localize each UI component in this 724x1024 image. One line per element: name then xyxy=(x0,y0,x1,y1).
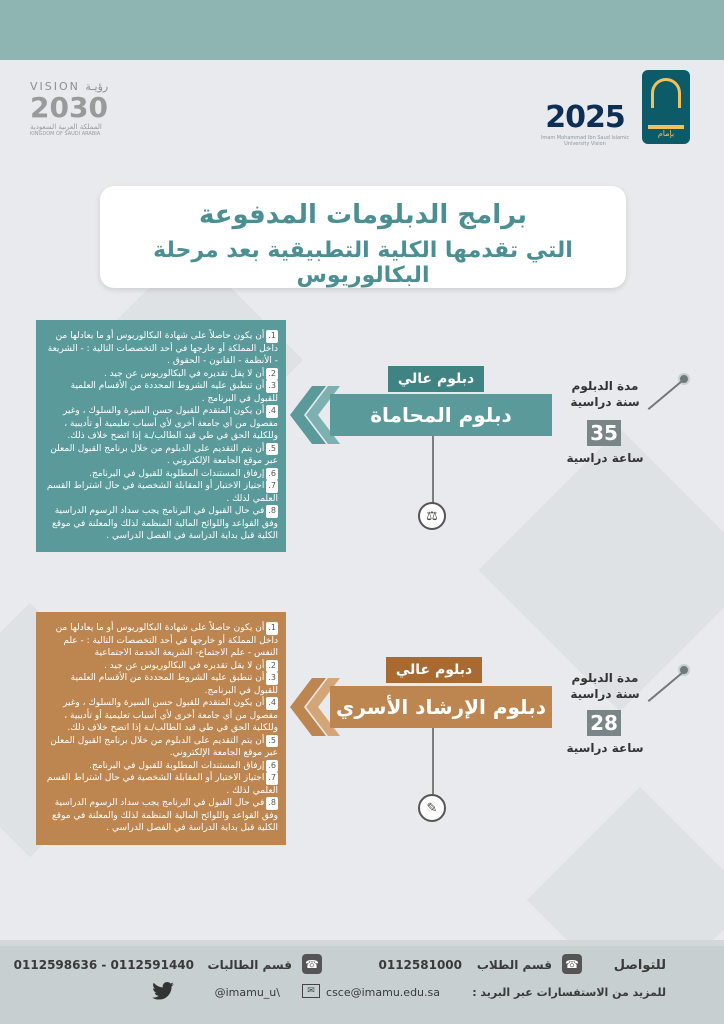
requirement-item xyxy=(44,660,278,673)
requirement-text: أن تنطبق عليه الشروط المحددة من الأقسام العلمية للقبول في البرنامج . xyxy=(70,381,278,404)
requirement-number: 6. xyxy=(266,468,278,481)
requirement-item xyxy=(44,505,278,543)
requirement-text: أن يكون حاصلاً على شهادة البكالوريوس أو ما يعادلها من داخل المملكة أو خارجها في أحد التخصصات التالية : - علم النفس - علم الاجتماع- الشريعة الخدمة الاجتماعية xyxy=(55,623,278,658)
program-tag-law: دبلوم عالي xyxy=(388,366,484,392)
hours-label-family: ساعة دراسية xyxy=(566,741,644,755)
requirement-text: اجتياز الاختبار أو المقابلة الشخصية في حال اشتراط القسم العلمي لذلك . xyxy=(46,773,278,796)
email-address[interactable]: csce@imamu.edu.sa xyxy=(326,986,440,999)
hours-label-law: ساعة دراسية xyxy=(566,451,644,465)
requirement-number: 7. xyxy=(266,772,278,785)
requirement-text: اجتياز الاختبار أو المقابلة الشخصية في حال اشتراط القسم العلمي لذلك . xyxy=(46,481,278,504)
vision-2030-logo xyxy=(30,80,122,137)
requirement-number: 7. xyxy=(266,480,278,493)
hours-family: 28 xyxy=(587,710,621,736)
requirement-number: 4. xyxy=(266,697,278,710)
requirement-text: أن لا يقل تقديره في البكالوريوس عن جيد . xyxy=(103,368,265,379)
email-icon: ✉ xyxy=(302,984,320,998)
requirement-text: في حال القبول في البرنامج يجب سداد الرسوم الدراسية وفق القواعد واللوائح المالية المنظمة لذلك والمعلنة في موقع الكلية قبل بداية الدراسة في الفصل الدراسي . xyxy=(52,798,278,833)
vision-en: VISION xyxy=(30,80,80,93)
program-name-law: دبلوم المحاماة xyxy=(330,394,552,436)
requirements-list-family xyxy=(36,612,286,845)
year-2025-caption: Imam Mohammad Ibn Saud Islamic University Vision xyxy=(540,135,630,147)
year-2025: 2025 xyxy=(545,100,625,135)
hours-law: 35 xyxy=(587,420,621,446)
requirement-item xyxy=(44,622,278,660)
vision-2025-logo xyxy=(540,100,630,147)
requirement-item xyxy=(44,480,278,505)
duration-label-family: مدة الدبلوم xyxy=(571,671,639,685)
requirement-item xyxy=(44,735,278,760)
requirement-text: أن لا يقل تقديره في البكالوريوس عن جيد . xyxy=(103,660,265,671)
top-banner xyxy=(0,0,724,60)
page-title: برامج الدبلومات المدفوعة xyxy=(198,200,528,230)
scales-icon: ⚖ xyxy=(418,502,446,530)
requirement-item xyxy=(44,368,278,381)
dome-icon xyxy=(651,78,681,108)
vision-country-en: KINGDOM OF SAUDI ARABIA xyxy=(30,131,101,137)
requirement-text: إرفاق المستندات المطلوبة للقبول في البرنامج. xyxy=(89,760,265,771)
requirement-text: أن يتم التقديم على الدبلوم من خلال برنامج القبول المعلن عبر موقع الجامعة الإلكتروني . xyxy=(50,443,278,466)
requirement-number: 8. xyxy=(266,505,278,518)
requirement-text: في حال القبول في البرنامج يجب سداد الرسوم الدراسية وفق القواعد واللوائح المالية المنظمة لذلك والمعلنة في موقع الكلية قبل بداية الدراسة في الفصل الدراسي . xyxy=(52,506,278,541)
requirement-item xyxy=(44,797,278,835)
requirement-item xyxy=(44,697,278,735)
duration-value-law: سنة دراسية xyxy=(570,395,640,409)
requirement-item xyxy=(44,772,278,797)
requirement-number: 4. xyxy=(266,405,278,418)
requirement-text: أن يتم التقديم على الدبلوم من خلال برنامج القبول المعلن عبر موقع الجامعة الإلكتروني. xyxy=(50,735,278,758)
female-dept-label: قسم الطالبات xyxy=(207,958,292,972)
requirement-text: أن يكون حاصلاً على شهادة البكالوريوس أو ما يعادلها من داخل المملكة أو خارجها في أحد التخصصات التالية : - الشريعة - الأنظمة - القانون - الحقوق . xyxy=(47,331,278,366)
vision-country-ar: المملكة العربية السعودية xyxy=(30,123,102,131)
requirement-number: 3. xyxy=(266,380,278,393)
requirement-item xyxy=(44,443,278,468)
university-logo-text: بإمام xyxy=(657,129,675,138)
twitter-handle[interactable]: @imamu_u\ xyxy=(214,986,280,999)
requirement-text: أن تنطبق عليه الشروط المحددة من الأقسام العلمية للقبول في البرنامج. xyxy=(70,673,278,696)
phone-icon: ☎ xyxy=(562,954,582,974)
requirement-item xyxy=(44,330,278,368)
requirement-number: 2. xyxy=(266,368,278,381)
title-card xyxy=(100,186,626,288)
requirement-item xyxy=(44,380,278,405)
male-dept-label: قسم الطلاب xyxy=(476,958,552,972)
requirement-number: 5. xyxy=(266,443,278,456)
requirement-item xyxy=(44,760,278,773)
requirement-number: 8. xyxy=(266,797,278,810)
requirements-list-law xyxy=(36,320,286,552)
requirement-text: إرفاق المستندات المطلوبة للقبول في البرنامج. xyxy=(89,468,265,479)
twitter-icon[interactable] xyxy=(152,982,174,1000)
contact-label: للتواصل xyxy=(613,958,666,973)
university-logo xyxy=(642,70,690,144)
male-phone[interactable]: 0112581000 xyxy=(378,958,462,972)
phone-icon: ☎ xyxy=(302,954,322,974)
program-tag-family: دبلوم عالي xyxy=(386,657,482,683)
requirement-item xyxy=(44,405,278,443)
requirement-number: 6. xyxy=(266,760,278,773)
email-label: للمزيد من الاستفسارات عبر البريد : xyxy=(472,986,666,999)
requirement-text: أن يكون المتقدم للقبول حسن السيرة والسلوك ، وغير مفصول من أي جامعة أخرى لأي أسباب تعليمية أو تأديبية ، وللكلية الحق في طي قيد الطالب/ـة إذا اتضح خلاف ذلك. xyxy=(63,698,278,733)
duration-value-family: سنة دراسية xyxy=(570,687,640,701)
vision-year: 2030 xyxy=(30,91,108,124)
female-phones[interactable]: 0112598636 - 0112591440 xyxy=(13,958,194,972)
footer xyxy=(0,946,724,1024)
requirement-text: أن يكون المتقدم للقبول حسن السيرة والسلوك ، وغير مفصول من أي جامعة أخرى لأي أسباب تعليمية أو تأديبية ، وللكلية الحق في طي قيد الطالب/ـة إذا اتضح خلاف ذلك. xyxy=(63,406,278,441)
requirement-item xyxy=(44,468,278,481)
program-name-family: دبلوم الإرشاد الأسري xyxy=(330,686,552,728)
requirement-number: 5. xyxy=(266,735,278,748)
page-subtitle: التي تقدمها الكلية التطبيقية بعد مرحلة البكالوريوس xyxy=(153,238,573,288)
document-icon: ✎ xyxy=(418,794,446,822)
requirement-number: 2. xyxy=(266,660,278,673)
vision-ar: رؤيـة xyxy=(85,80,109,93)
requirement-item xyxy=(44,672,278,697)
requirement-number: 3. xyxy=(266,672,278,685)
requirement-number: 1. xyxy=(266,622,278,635)
requirement-number: 1. xyxy=(266,330,278,343)
duration-label-law: مدة الدبلوم xyxy=(571,379,639,393)
